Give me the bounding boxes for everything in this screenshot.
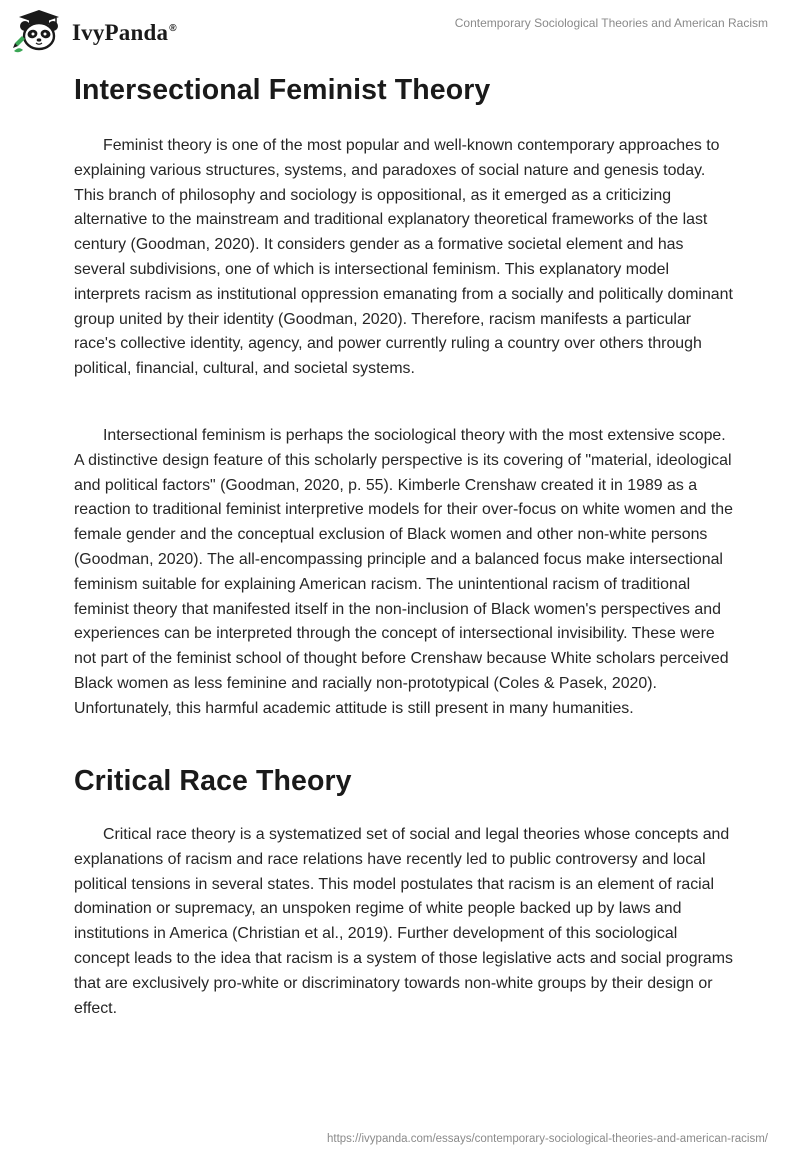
section-heading-intersectional-feminist-theory: Intersectional Feminist Theory [74,74,491,106]
panda-logo-icon [12,9,66,53]
section-heading-critical-race-theory: Critical Race Theory [74,765,352,797]
logo-text: IvyPanda® [72,20,177,45]
site-logo[interactable] [12,9,177,53]
document-title: Contemporary Sociological Theories and American Racism [454,16,768,30]
paragraph: Feminist theory is one of the most popular and well-known contemporary approaches to explaining various structures, systems, and paradoxes of social nature and genesis today. This branch of philosophy and sociology is oppositional, as it emerged as a criticizing alternative to the mainstream and traditional explanatory theoretical frameworks of the last century (Goodman, 2020). It considers gender as a formative societal element and has several subdivisions, one of which is intersectional feminism. This explanatory model interprets racism as institutional oppression emanating from a socially and politically dominant group united by their identity (Goodman, 2020). Therefore, racism manifests a particular race's collective identity, agency, and power currently ruling a country over others through political, financial, cultural, and societal systems. [74,137,733,378]
page-header [0,0,800,60]
registered-mark: ® [169,23,177,35]
paragraph: Critical race theory is a systematized set of social and legal theories whose concepts and explanations of racism and race relations have recently led to public controversy and local political tensions in several states. This model postulates that racism is an element of racial domination or supremacy, an unspoken regime of white people backed up by laws and institutions in America (Christian et al., 2019). Further development of this sociological concept leads to the idea that racism is a system of those legislative acts and social programs that are exclusively pro-white or discriminatory towards non-white groups by their design or effect. [74,826,733,1017]
paragraph: Intersectional feminism is perhaps the sociological theory with the most extensive scope. A distinctive design feature of this scholarly perspective is its covering of "material, ideological and political factors" (Goodman, 2020, p. 55). Kimberle Crenshaw created it in 1989 as a reaction to traditional feminist interpretive models for their over-focus on white women and the female gender and the conceptual exclusion of Black women and other non-white persons (Goodman, 2020). The all-encompassing principle and a balanced focus make intersectional feminism suitable for explaining American racism. The unintentional racism of traditional feminist theory that manifested itself in the non-inclusion of Black women's perspectives and experiences can be interpreted through the concept of intersectional invisibility. These were not part of the feminist school of thought before Crenshaw because White scholars perceived Black women as less feminine and racially non-prototypical (Coles & Pasek, 2020). Unfortunately, this harmful academic attitude is still present in many humanities. [74,427,733,717]
source-url-link[interactable]: https://ivypanda.com/essays/contemporary-sociological-theories-and-american-racism/ [326,1133,768,1145]
